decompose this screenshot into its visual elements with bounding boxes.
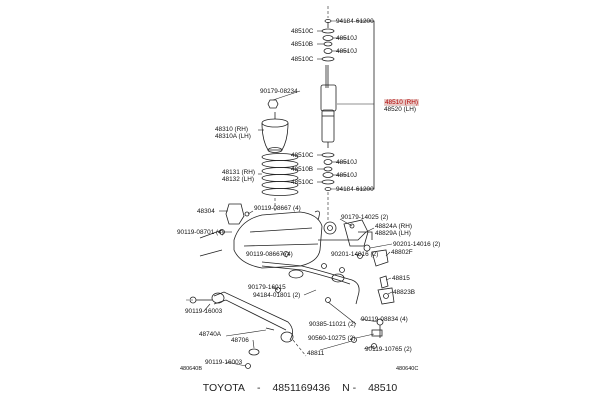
bumper-drawing bbox=[226, 204, 244, 224]
label-48815: 48815 bbox=[392, 275, 410, 282]
label-48706: 48706 bbox=[231, 337, 249, 344]
footer-ref-number: 48510 bbox=[368, 382, 398, 394]
label-48510c-3: 48510C bbox=[291, 152, 314, 159]
lower-bolt-drawing bbox=[372, 319, 384, 349]
figure-code-left: 480640B bbox=[180, 366, 203, 372]
label-90119-10765: 90119-10765 (2) bbox=[365, 346, 412, 353]
footer-brand: TOYOTA bbox=[202, 382, 245, 394]
label-48132-lh: 48132 (LH) bbox=[222, 176, 254, 183]
label-48802f: 48802F bbox=[391, 249, 413, 256]
leader-lines bbox=[204, 21, 392, 366]
label-48510j-3: 48510J bbox=[336, 159, 357, 166]
label-90179-16015: 90179-16015 bbox=[248, 284, 286, 291]
label-48824a-rh: 48824A (RH) bbox=[375, 223, 412, 230]
upper-bracket-drawing bbox=[344, 220, 372, 251]
bushing-drawing bbox=[249, 349, 259, 355]
label-48510c-2: 48510C bbox=[291, 56, 314, 63]
label-48829a-lh: 48829A (LH) bbox=[375, 230, 411, 237]
bottom-mount-stack bbox=[322, 153, 334, 191]
figure-code-right: 480640C bbox=[396, 366, 419, 372]
label-48510c-4: 48510C bbox=[291, 179, 314, 186]
label-90119-16003-b: 90119-16003 bbox=[205, 359, 243, 366]
label-94184-61200-top: 94184-61200 bbox=[336, 18, 374, 25]
bump-stop-drawing bbox=[262, 112, 288, 153]
label-48811: 48811 bbox=[307, 350, 325, 357]
footer-separator-1: - bbox=[256, 382, 261, 394]
label-90119-08834: 90119-08834 (4) bbox=[361, 316, 408, 323]
label-90179-08234: 90179-08234 bbox=[260, 88, 298, 95]
label-90119-08701: 90119-08701 (4) bbox=[177, 229, 224, 236]
group-bracket bbox=[356, 21, 374, 189]
label-48740a: 48740A bbox=[199, 331, 222, 338]
label-94184-01801: 94184-01801 (2) bbox=[253, 292, 301, 299]
top-mount-stack bbox=[322, 20, 334, 62]
lateral-rod-drawing bbox=[212, 292, 293, 342]
label-48510b-1: 48510B bbox=[291, 41, 314, 48]
label-90385-11021: 90385-11021 (2) bbox=[309, 321, 356, 328]
label-48510j-2: 48510J bbox=[336, 48, 357, 55]
label-90119-08667-a: 90119-08667 (4) bbox=[254, 205, 301, 212]
label-48510b-2: 48510B bbox=[291, 166, 314, 173]
footer-part-number: 4851169436 bbox=[272, 382, 331, 394]
label-48823b: 48823B bbox=[393, 289, 416, 296]
label-94184-61200-bottom: 94184-61200 bbox=[336, 186, 374, 193]
label-90119-16003-a: 90119-16003 bbox=[185, 308, 223, 315]
label-48510j-1: 48510J bbox=[336, 35, 357, 42]
part-info-footer bbox=[0, 376, 600, 400]
label-90201-14016-a: 90201-14016 (2) bbox=[393, 241, 441, 248]
label-90179-14025: 90179-14025 (2) bbox=[341, 214, 389, 221]
label-48520-lh: 48520 (LH) bbox=[384, 106, 416, 113]
label-48310-rh: 48310 (RH) bbox=[215, 126, 249, 133]
label-48310a-lh: 48310A (LH) bbox=[215, 133, 251, 140]
label-48510-rh-highlighted[interactable]: 48510 (RH) bbox=[385, 99, 419, 106]
shock-absorber-drawing bbox=[321, 65, 336, 148]
coil-spring-drawing bbox=[262, 154, 298, 196]
footer-separator-2: N - bbox=[342, 382, 357, 394]
label-48131-rh: 48131 (RH) bbox=[222, 169, 256, 176]
label-48510j-4: 48510J bbox=[336, 172, 357, 179]
label-90119-08667-b: 90119-08667 (4) bbox=[246, 251, 293, 258]
label-48510c-1: 48510C bbox=[291, 28, 314, 35]
label-48304: 48304 bbox=[197, 208, 215, 215]
label-90560-10275: 90560-10275 (2) bbox=[308, 335, 356, 342]
nut-drawing bbox=[268, 100, 278, 108]
label-90201-14016-b: 90201-14016 (2) bbox=[331, 251, 379, 258]
